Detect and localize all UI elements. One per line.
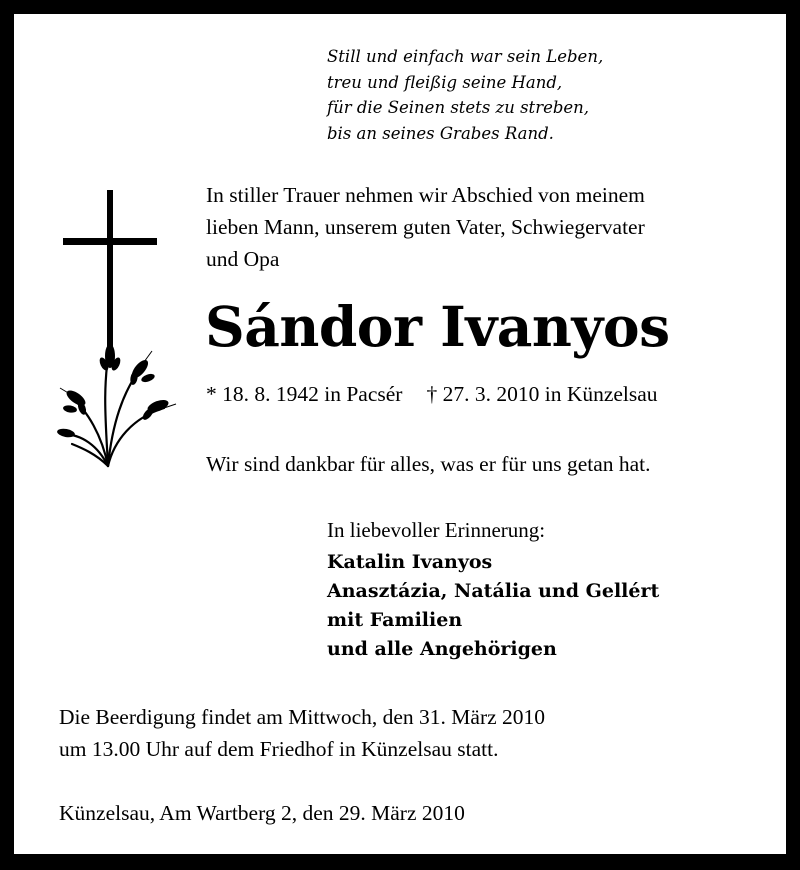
place-and-date: Künzelsau, Am Wartberg 2, den 29. März 2010 <box>59 801 465 825</box>
death-date: † 27. 3. 2010 in Künzelsau <box>426 382 658 406</box>
poem-line: treu und fleißig seine Hand, <box>327 72 563 92</box>
memorial-poem <box>327 44 603 146</box>
mourner-entry: mit Familien <box>327 609 463 631</box>
mourners-list <box>327 548 659 664</box>
life-dates <box>206 378 658 410</box>
farewell-intro <box>206 179 645 275</box>
poem-line: Still und einfach war sein Leben, <box>327 47 604 66</box>
cross-with-wheat-icon <box>52 186 182 476</box>
funeral-line: Die Beerdigung findet am Mittwoch, den 31. März 2010 <box>59 705 546 729</box>
poem-line: bis an seines Grabes Rand. <box>327 123 554 143</box>
mourner-entry: und alle Angehörigen <box>327 638 557 660</box>
intro-line: lieben Mann, unserem guten Vater, Schwiegervater <box>206 215 645 239</box>
memory-heading: In liebevoller Erinnerung: <box>327 518 546 542</box>
funeral-line: um 13.00 Uhr auf dem Friedhof in Künzelsau statt. <box>59 737 499 761</box>
funeral-notice <box>59 701 545 765</box>
poem-line: für die Seinen stets zu streben, <box>327 98 590 117</box>
intro-line: In stiller Trauer nehmen wir Abschied von meinem <box>206 183 645 207</box>
thanks-line: Wir sind dankbar für alles, was er für uns getan hat. <box>206 452 651 476</box>
mourner-entry: Katalin Ivanyos <box>327 551 493 573</box>
birth-date: * 18. 8. 1942 in Pacsér <box>206 382 403 406</box>
deceased-name: Sándor Ivanyos <box>205 294 670 359</box>
intro-line: und Opa <box>206 247 280 271</box>
mourner-entry: Anasztázia, Natália und Gellért <box>327 580 660 602</box>
